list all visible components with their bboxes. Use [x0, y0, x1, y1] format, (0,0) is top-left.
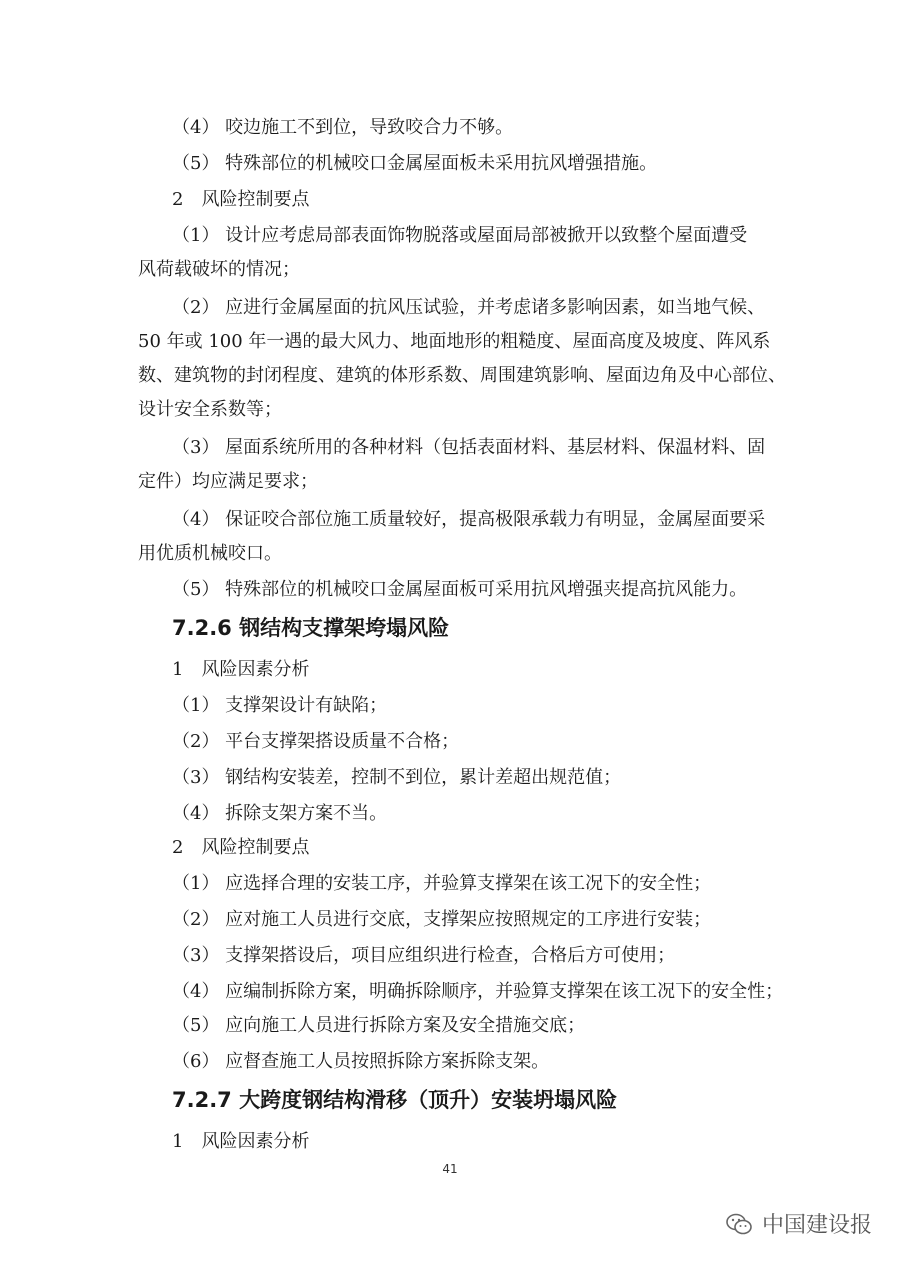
text-line: 50 年或 100 年一遇的最大风力、地面地形的粗糙度、屋面高度及坡度、阵风系	[138, 331, 771, 352]
subsection-heading: 2 风险控制要点	[172, 837, 310, 858]
text-line: 设计安全系数等；	[138, 399, 282, 420]
section-heading-7-2-6: 7.2.6 钢结构支撑架垮塌风险	[172, 616, 450, 640]
subsection-heading: 1 风险因素分析	[172, 659, 310, 680]
text-line: （5） 特殊部位的机械咬口金属屋面板未采用抗风增强措施。	[172, 153, 658, 174]
text-line: （3） 钢结构安装差，控制不到位，累计差超出规范值；	[172, 767, 622, 788]
text-line: 用优质机械咬口。	[138, 543, 282, 564]
text-line: （5） 应向施工人员进行拆除方案及安全措施交底；	[172, 1015, 586, 1036]
text-line: （2） 应进行金属屋面的抗风压试验，并考虑诸多影响因素，如当地气候、	[172, 297, 766, 318]
text-line: 数、建筑物的封闭程度、建筑的体形系数、周围建筑影响、屋面边角及中心部位、	[138, 365, 786, 386]
watermark	[724, 1208, 872, 1239]
subsection-heading: 1 风险因素分析	[172, 1131, 310, 1152]
text-line: （1） 支撑架设计有缺陷；	[172, 695, 388, 716]
text-line: （5） 特殊部位的机械咬口金属屋面板可采用抗风增强夹提高抗风能力。	[172, 579, 748, 600]
text-line: （2） 应对施工人员进行交底，支撑架应按照规定的工序进行安装；	[172, 909, 712, 930]
subsection-heading: 2 风险控制要点	[172, 189, 310, 210]
section-heading-7-2-7: 7.2.7 大跨度钢结构滑移（顶升）安装坍塌风险	[172, 1088, 618, 1112]
text-line: （4） 咬边施工不到位，导致咬合力不够。	[172, 117, 514, 138]
text-line: （3） 屋面系统所用的各种材料（包括表面材料、基层材料、保温材料、固	[172, 437, 766, 458]
text-line: （1） 设计应考虑局部表面饰物脱落或屋面局部被掀开以致整个屋面遭受	[172, 225, 748, 246]
watermark-text: 中国建设报	[761, 1213, 872, 1238]
text-line: （6） 应督查施工人员按照拆除方案拆除支架。	[172, 1051, 550, 1072]
text-line: （1） 应选择合理的安装工序，并验算支撑架在该工况下的安全性；	[172, 873, 712, 894]
text-line: （4） 保证咬合部位施工质量较好，提高极限承载力有明显，金属屋面要采	[172, 509, 766, 530]
text-line: （2） 平台支撑架搭设质量不合格；	[172, 731, 460, 752]
text-line: （3） 支撑架搭设后，项目应组织进行检查，合格后方可使用；	[172, 945, 676, 966]
wechat-icon	[724, 1209, 754, 1239]
text-line: （4） 应编制拆除方案，明确拆除顺序，并验算支撑架在该工况下的安全性；	[172, 981, 784, 1002]
text-line: 风荷载破坏的情况；	[138, 259, 300, 280]
text-line: （4） 拆除支架方案不当。	[172, 803, 388, 824]
page-number: 41	[442, 1162, 458, 1176]
text-line: 定件）均应满足要求；	[138, 471, 318, 492]
